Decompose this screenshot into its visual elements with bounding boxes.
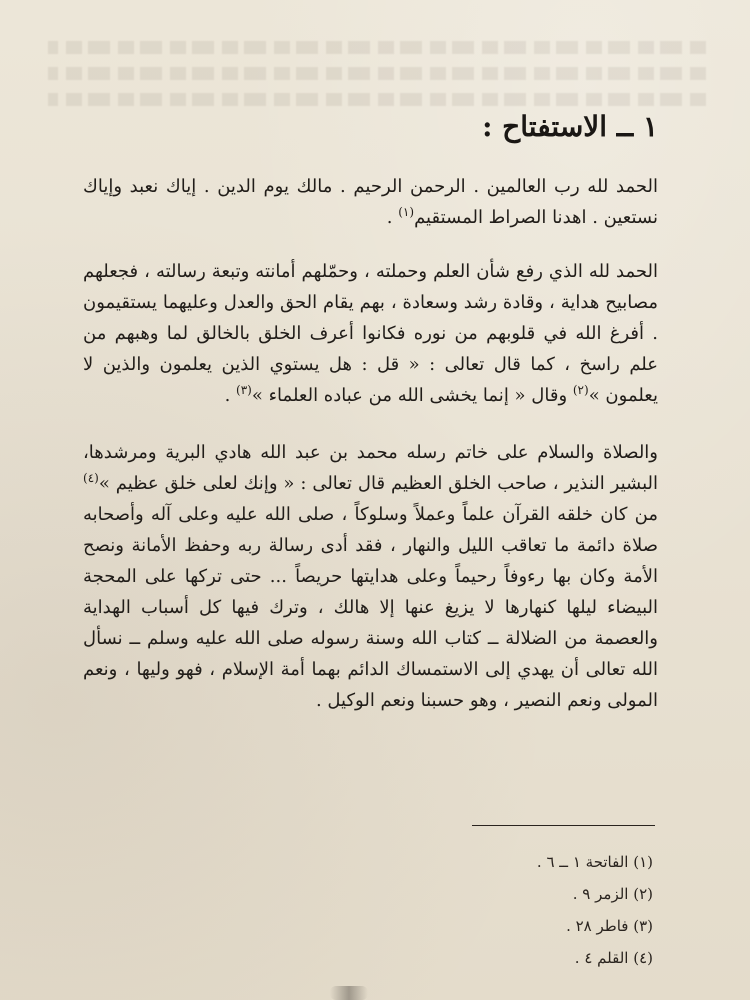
- paragraph-3-text: والصلاة والسلام على خاتم رسله محمد بن عبد الله هادي البرية ومرشدها، البشير النذير ، صاحب الخلق العظيم قال تعالى : « وإنك لعلى خلق عظيم »: [83, 442, 658, 494]
- paragraph-1: [83, 171, 658, 233]
- paragraph-2-middle: وقال « إنما يخشى الله من عباده العلماء »: [251, 385, 573, 406]
- paragraph-2-tail: .: [224, 385, 237, 406]
- paragraph-3-tail: من كان خلقه القرآن علماً وعملاً وسلوكاً ، صلى الله عليه وعلى آله وأصحابه صلاة دائمة ما تعاقب الليل والنهار ، فقد أدى رسالة ربه وحفظ الأمانة ونصح الأمة وكان بها رءوفاً رحيماً وعلى هدايتها حريصاً ... حتى تركها على المحجة البيضاء ليلها كنهارها لا يزيغ عنها إلا هالك ، وترك فيها كل أسباب الهداية والعصمة من الضلالة ــ كتاب الله وسنة رسوله صلى الله عليه وسلم ــ نسأل الله تعالى أن يهدي إلى الاستمساك الدائم بهما أمة الإسلام ، فهو وليها ، ونعم المولى ونعم النصير ، وهو حسبنا ونعم الوكيل .: [83, 504, 658, 711]
- bleed-through-text: [48, 28, 706, 114]
- footnote-ref-3: (٣): [236, 383, 252, 397]
- footnote-separator: [472, 825, 655, 826]
- paragraph-1-text: الحمد لله رب العالمين . الرحمن الرحيم . مالك يوم الدين . إياك نعبد وإياك نستعين . اهدنا الصراط المستقيم: [83, 176, 658, 228]
- paragraph-2: [83, 256, 658, 411]
- footnotes-list: [473, 846, 653, 974]
- paragraph-1-tail: .: [386, 207, 399, 228]
- cropped-page-number: [330, 986, 368, 1000]
- footnote-ref-1: (١): [398, 205, 415, 219]
- footnote-ref-4: (٤): [83, 471, 99, 485]
- footnote-ref-2: (٢): [572, 383, 589, 397]
- paragraph-3: [83, 437, 658, 716]
- main-text-column: [83, 108, 658, 716]
- paragraph-2-text: الحمد لله الذي رفع شأن العلم وحملته ، وحمّلهم أمانته وتبعة رسالته ، فجعلهم مصابيح هداية ، وقادة رشد وسعادة ، بهم يقام الحق والعدل وعليهما يستقيمون . أفرغ الله في قلوبهم من نوره فكانوا أعرف الخلق بالخالق لما وهبهم من علم راسخ ، كما قال تعالى : « قل : هل يستوي الذين يعلمون والذين لا يعلمون »: [83, 261, 658, 406]
- footnote-1: (١) الفاتحة ١ ــ ٦ .: [536, 853, 653, 871]
- footnote-4: (٤) القلم ٤ .: [574, 949, 653, 967]
- footnote-2: (٢) الزمر ٩ .: [572, 885, 653, 903]
- footnote-3: (٣) فاطر ٢٨ .: [566, 917, 653, 935]
- section-title: ١ ــ الاستفتاح :: [482, 110, 658, 143]
